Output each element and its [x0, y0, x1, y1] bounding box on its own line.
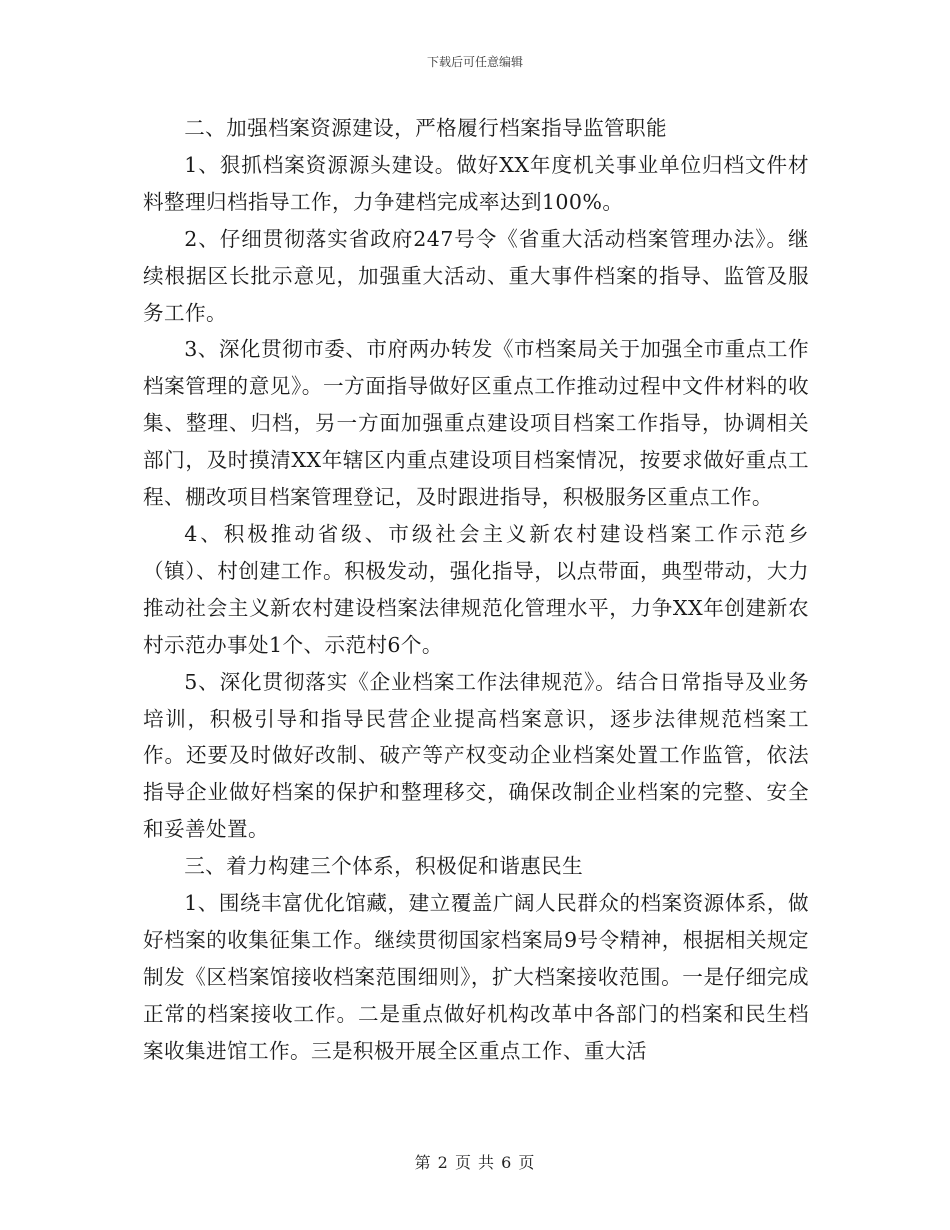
paragraph-item-3: 3、深化贯彻市委、市府两办转发《市档案局关于加强全市重点工作档案管理的意见》。一方面指导做好区重点工作推动过程中文件材料的收集、整理、归档，另一方面加强重点建设项目档案工作指导，协调相关部门，及时摸清XX年辖区内重点建设项目档案情况，按要求做好重点工程、棚改项目档案管理登记，及时跟进指导，积极服务区重点工作。 [143, 337, 809, 510]
section-heading-2: 二、加强档案资源建设，严格履行档案指导监管职能 [184, 116, 668, 140]
page-number-footer: 第 2 页 共 6 页 [414, 1153, 536, 1172]
paragraph-item-3-1: 1、围绕丰富优化馆藏，建立覆盖广阔人民群众的档案资源体系，做好档案的收集征集工作。继续贯彻国家档案局9号令精神，根据相关规定制发《区档案馆接收档案范围细则》，扩大档案接收范围。一是仔细完成正常的档案接收工作。二是重点做好机构改革中各部门的档案和民生档案收集进馆工作。三是积极开展全区重点工作、重大活 [143, 891, 809, 1063]
document-body [143, 110, 809, 1070]
paragraph-item-1: 1、狠抓档案资源源头建设。做好XX年度机关事业单位归档文件材料整理归档指导工作，力争建档完成率达到100%。 [143, 152, 809, 214]
paragraph-item-2: 2、仔细贯彻落实省政府247号令《省重大活动档案管理办法》。继续根据区长批示意见，加强重大活动、重大事件档案的指导、监管及服务工作。 [143, 226, 809, 325]
header-note: 下载后可任意编辑 [426, 55, 523, 69]
paragraph-item-5: 5、深化贯彻落实《企业档案工作法律规范》。结合日常指导及业务培训，积极引导和指导民营企业提高档案意识，逐步法律规范档案工作。还要及时做好改制、破产等产权变动企业档案处置工作监管，依法指导企业做好档案的保护和整理移交，确保改制企业档案的完整、安全和妥善处置。 [143, 669, 809, 842]
section-heading-3: 三、着力构建三个体系，积极促和谐惠民生 [184, 854, 584, 879]
paragraph-item-4: 4、积极推动省级、市级社会主义新农村建设档案工作示范乡（镇）、村创建工作。积极发动，强化指导，以点带面，典型带动，大力推动社会主义新农村建设档案法律规范化管理水平，力争XX年创建新农村示范办事处1个、示范村6个。 [143, 521, 809, 657]
